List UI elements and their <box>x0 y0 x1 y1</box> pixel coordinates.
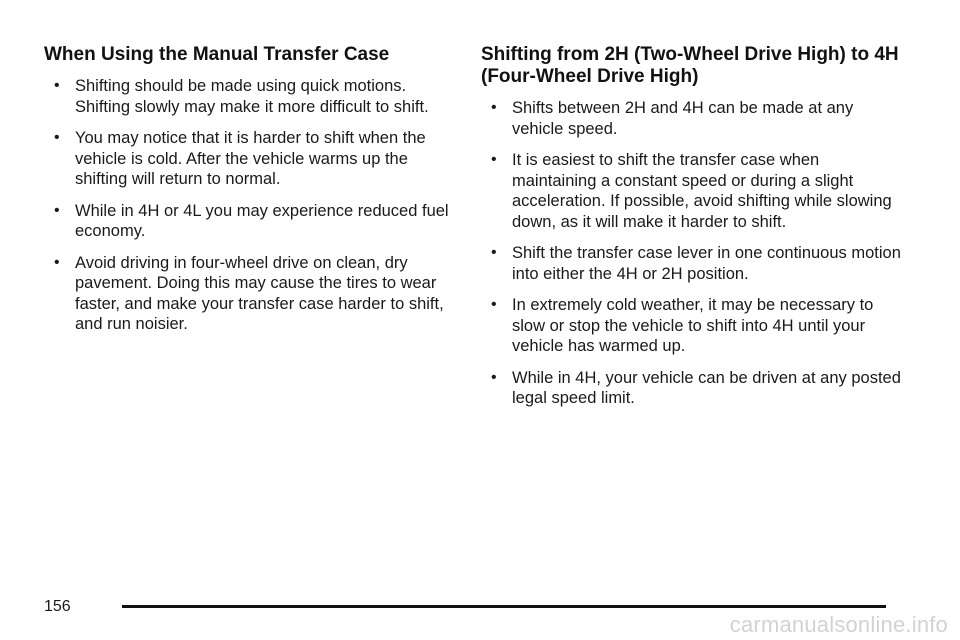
list-item <box>481 368 901 409</box>
bullet-icon: • <box>491 99 497 116</box>
footer-divider <box>122 605 886 608</box>
list-item-text: You may notice that it is harder to shift when the vehicle is cold. After the vehicle warms up the shifting will return to normal. <box>75 129 426 188</box>
list-item-text: Shifting should be made using quick motions. Shifting slowly may make it more difficult to shift. <box>75 77 429 116</box>
list-item-text: Avoid driving in four-wheel drive on clean, dry pavement. Doing this may cause the tires to wear faster, and make your transfer case harder to shift, and run noisier. <box>75 253 444 333</box>
list-item-text: While in 4H, your vehicle can be driven at any posted legal speed limit. <box>512 368 901 407</box>
list-item-text: Shift the transfer case lever in one continuous motion into either the 4H or 2H position. <box>512 244 901 283</box>
bullet-icon: • <box>54 201 60 219</box>
list-item <box>481 98 901 139</box>
left-column <box>44 44 454 346</box>
page-number: 156 <box>44 598 71 615</box>
list-item-text: While in 4H or 4L you may experience reduced fuel economy. <box>75 201 449 240</box>
list-item <box>44 253 454 335</box>
list-item <box>481 295 901 357</box>
list-item <box>44 201 454 242</box>
list-item <box>44 76 454 117</box>
bullet-list-shifting-2h-to-4h <box>481 98 901 409</box>
list-item-text: It is easiest to shift the transfer case when maintaining a constant speed or during a slight acceleration. If possible, avoid shifting while slowing down, as it will make it harder to shift. <box>512 151 892 231</box>
bullet-icon: • <box>491 244 497 261</box>
right-column <box>481 44 901 420</box>
list-item <box>44 128 454 190</box>
bullet-icon: • <box>491 368 497 386</box>
bullet-icon: • <box>491 151 497 168</box>
watermark-text: carmanualsonline.info <box>729 612 948 637</box>
list-item <box>481 243 901 284</box>
bullet-list-manual-transfer-case <box>44 76 454 335</box>
list-item-text: In extremely cold weather, it may be necessary to slow or stop the vehicle to shift into 4H until your vehicle has warmed up. <box>512 296 874 355</box>
section-heading-shifting-2h-to-4h: Shifting from 2H (Two-Wheel Drive High) to 4H (Four-Wheel Drive High) <box>481 44 899 87</box>
list-item <box>481 150 901 232</box>
bullet-icon: • <box>54 77 60 94</box>
list-item-text: Shifts between 2H and 4H can be made at any vehicle speed. <box>512 99 854 138</box>
bullet-icon: • <box>491 296 497 313</box>
section-heading-manual-transfer-case: When Using the Manual Transfer Case <box>44 44 390 65</box>
bullet-icon: • <box>54 253 60 271</box>
bullet-icon: • <box>54 129 60 146</box>
